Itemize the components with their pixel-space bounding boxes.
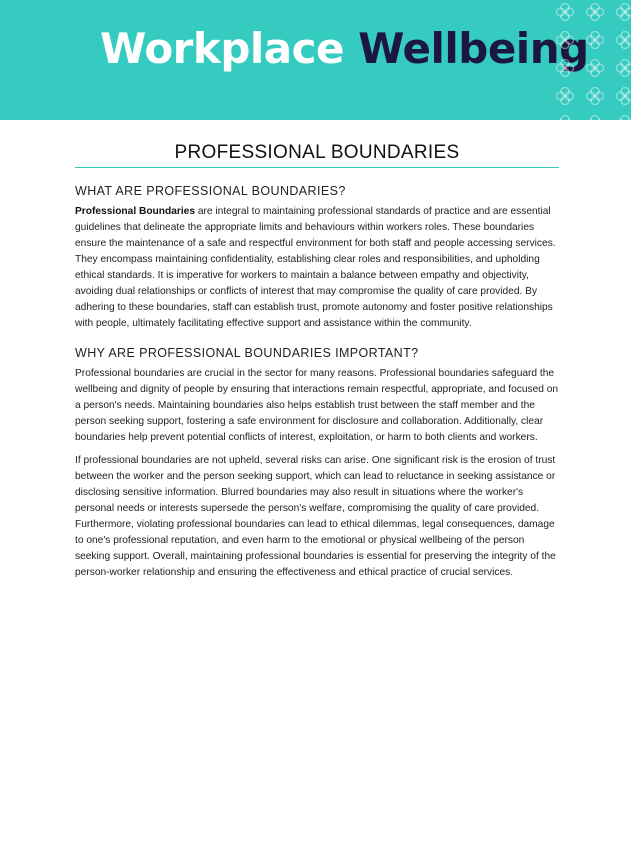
banner-title [100, 24, 589, 73]
header-banner [0, 0, 631, 120]
flower-pattern-icon [550, 0, 631, 120]
flower-icon [557, 60, 574, 77]
flower-icon [557, 4, 574, 21]
flower-icon [557, 32, 574, 49]
flower-icon [617, 88, 631, 105]
paragraph-risks: If professional boundaries are not upheld, several risks can arise. One significant risk is the erosion of trust between the worker and the person seeking support, which can lead to reluctance in seeking assistance or disclosing sensitive information. Blurred boundaries may also result in situations where the worker's personal needs or interests supersede the person's welfare, compromising the quality of care provided. Furthermore, violating professional boundaries can lead to ethical dilemmas, legal consequences, damage to one's professional reputation, and even harm to the emotional or physical wellbeing of the person seeking support. Overall, maintaining professional boundaries is essential for preserving the integrity of the person-worker relationship and ensuring the effectiveness and ethical practice of crucial services. [75, 455, 556, 578]
flower-icon [557, 116, 574, 121]
flower-icon [587, 32, 604, 49]
banner-title-light: Workplace [100, 24, 345, 73]
document-body [75, 178, 560, 588]
paragraph-lead-term: Professional Boundaries [75, 206, 196, 217]
section-heading-what: WHAT ARE PROFESSIONAL BOUNDARIES? [75, 184, 346, 198]
paragraph-importance: Professional boundaries are crucial in the sector for many reasons. Professional boundaries safeguard the wellbeing and dignity of people by ensuring that interactions remain respectful, appropriate, and focused on a person's needs. Maintaining boundaries also helps establish trust between the staff member and the person seeking support, fostering a safe environment for disclosure and collaboration. Additionally, clear boundaries help prevent potential conflicts of interest, exploitation, or harm to both clients and workers. [75, 368, 559, 443]
section-heading-why: WHY ARE PROFESSIONAL BOUNDARIES IMPORTANT? [75, 346, 419, 360]
banner-title-dark: Wellbeing [358, 24, 589, 73]
paragraph-definition-text: are integral to maintaining professional standards of practice and are essential guidelines that delineate the appropriate limits and behaviours within workers roles. These boundaries ensure the maintenance of a safe and respectful environment for both staff and people accessing services. They encompass maintaining confidentiality, establishing clear roles and responsibilities, and upholding ethical standards. It is imperative for workers to maintain a balance between empathy and objectivity, avoiding dual relationships or conflicts of interest that may compromise the quality of care provided. By adhering to these boundaries, staff can establish trust, promote autonomy and foster positive relationships with people, ultimately facilitating effective support and assistance within the community. [75, 206, 556, 329]
flower-icon [587, 4, 604, 21]
flower-icon [617, 116, 631, 121]
flower-icon [617, 4, 631, 21]
title-divider [75, 167, 559, 168]
paragraph-definition [75, 204, 560, 332]
flower-icon [587, 116, 604, 121]
flower-icon [587, 60, 604, 77]
document-title: PROFESSIONAL BOUNDARIES [174, 142, 460, 163]
flower-icon [617, 60, 631, 77]
flower-icon [587, 88, 604, 105]
flower-icon [557, 88, 574, 105]
flower-icon [617, 32, 631, 49]
